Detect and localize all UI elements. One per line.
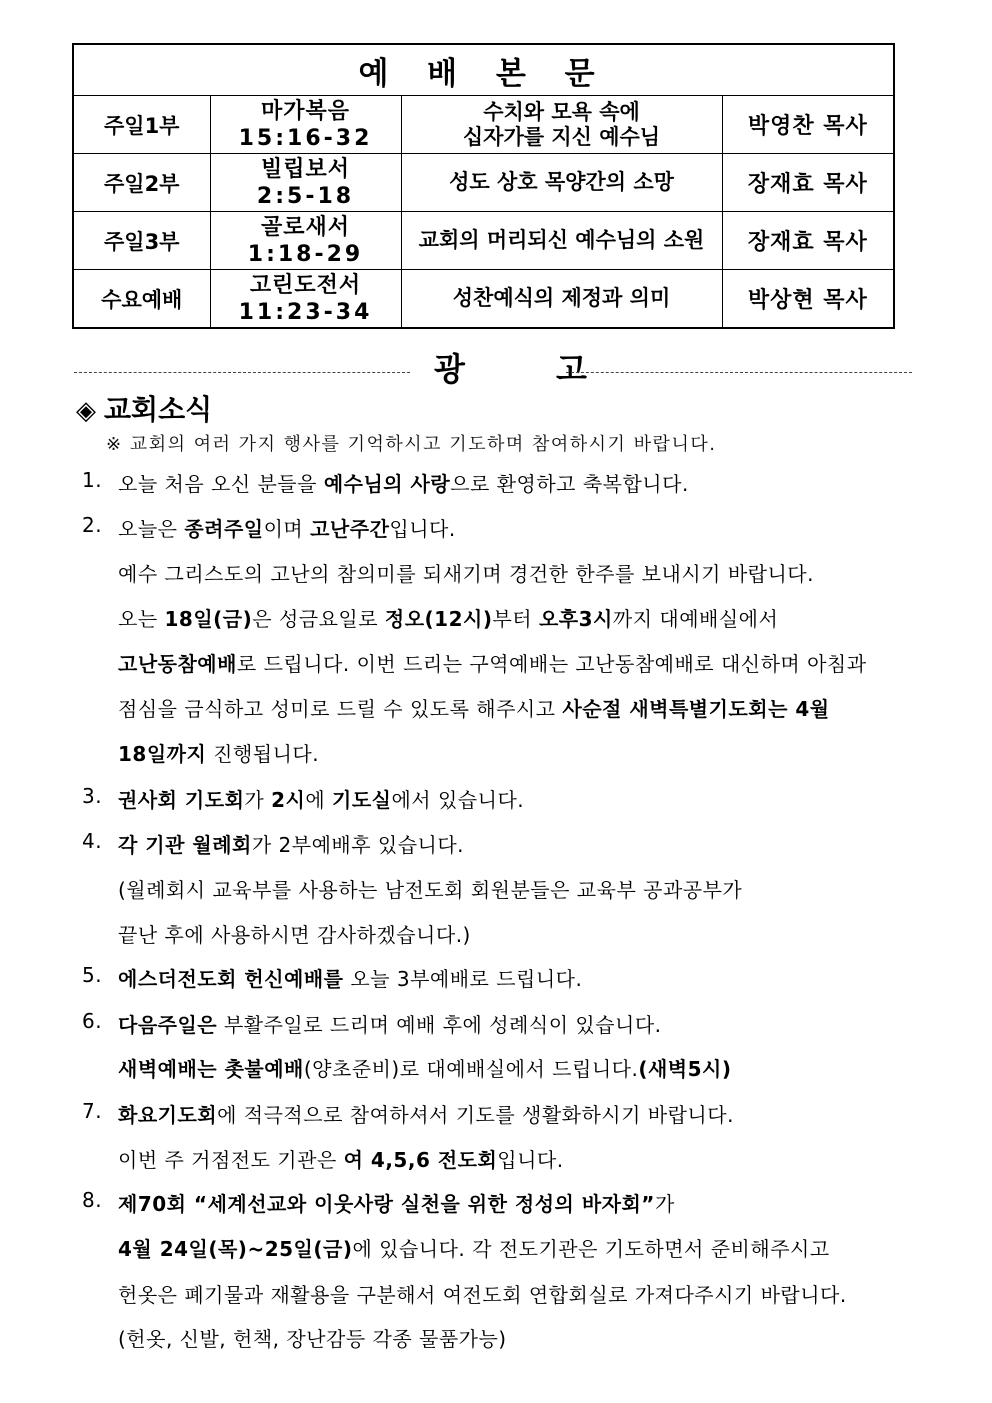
text: 까지 대예배실에서	[612, 607, 779, 631]
scripture-verse: 11:23-34	[238, 299, 373, 325]
announcement-line	[118, 738, 319, 767]
announcement-line: (헌옷, 신발, 헌책, 장난감등 각종 물품가능)	[118, 1327, 507, 1351]
announcement-item	[82, 829, 465, 858]
scripture-book: 빌립보서	[260, 156, 350, 182]
text: 가 2부예배후 있습니다.	[251, 833, 465, 857]
text: 에	[305, 788, 333, 812]
item-number: 5.	[82, 963, 103, 987]
text: 가	[244, 788, 272, 812]
scripture-book: 골로새서	[260, 214, 350, 240]
text: 은 성금요일로	[252, 607, 385, 631]
section-note: ※ 교회의 여러 가지 행사를 기억하시고 기도하며 참여하시기 바랍니다.	[106, 434, 717, 455]
text: 오는	[118, 607, 165, 631]
sermon-title-line: 성찬예식의 제정과 의미	[452, 286, 671, 310]
sermon-title	[401, 270, 722, 329]
announcement-line	[118, 1144, 564, 1173]
scripture-verse: 15:16-32	[238, 125, 373, 151]
text: 부터	[492, 607, 539, 631]
announcement-title: 광 고	[434, 350, 627, 388]
text: (양초준비)로 대예배실에서 드립니다.	[303, 1057, 639, 1081]
text: 오늘은	[118, 517, 185, 541]
announcement-line	[118, 603, 778, 632]
highlight: 여 4,5,6 전도회	[343, 1148, 498, 1172]
highlight: 사순절 새벽특별기도회는 4월	[562, 697, 830, 721]
highlight: 새벽예배는 촛불예배	[118, 1057, 304, 1081]
text: 부활주일로 드리며 예배 후에 성례식이 있습니다.	[217, 1013, 662, 1037]
text: 에 있습니다. 각 전도기관은 기도하면서 준비해주시고	[352, 1237, 830, 1261]
sermon-row	[73, 154, 894, 212]
item-number: 6.	[82, 1009, 103, 1033]
scripture-book: 고린도전서	[249, 272, 362, 298]
service-name: 수요예배	[73, 270, 210, 329]
announcement-item	[82, 784, 525, 813]
scripture-verse: 2:5-18	[256, 183, 355, 209]
highlight: 4월 24일(목)~25일(금)	[118, 1237, 353, 1261]
pastor-name: 장재효 목사	[722, 212, 894, 270]
announcement-line: (월례회시 교육부를 사용하는 남전도회 회원분들은 교육부 공과공부가	[118, 878, 743, 902]
highlight: 다음주일은	[118, 1013, 218, 1037]
service-name: 주일2부	[73, 154, 210, 212]
announcement-header	[72, 342, 914, 388]
text: 점심을 금식하고 성미로 드릴 수 있도록 해주시고	[118, 697, 563, 721]
scripture-reference	[210, 270, 401, 329]
sermon-title-line: 수치와 모욕 속에	[483, 99, 640, 124]
scripture-reference	[210, 154, 401, 212]
highlight: 18일까지	[118, 742, 207, 766]
scripture-verse: 1:18-29	[247, 241, 364, 267]
diamond-icon: ◈	[76, 396, 96, 426]
dashed-divider	[566, 372, 912, 373]
scripture-reference	[210, 96, 401, 154]
text: 오늘 처음 오신 분들을	[118, 472, 324, 496]
announcement-item	[82, 1188, 675, 1217]
announcement-item	[82, 1099, 734, 1128]
announcement-item	[82, 468, 689, 497]
sermon-title-line: 교회의 머리되신 예수님의 소원	[418, 228, 705, 252]
text: 으로 환영하고 축복합니다.	[450, 472, 689, 496]
announcement-line	[118, 693, 830, 722]
scripture-book: 마가복음	[260, 98, 350, 124]
highlight: 에스더전도회 헌신예배를	[118, 967, 344, 991]
sermon-title	[401, 212, 722, 270]
scripture-reference	[210, 212, 401, 270]
sermon-title-line: 성도 상호 목양간의 소망	[449, 170, 674, 194]
sermon-title	[401, 96, 722, 154]
highlight: 화요기도회	[118, 1103, 218, 1127]
highlight: 고난주간	[310, 517, 390, 541]
announcement-line	[118, 1233, 830, 1262]
text: 에서 있습니다.	[391, 788, 525, 812]
highlight: 정오(12시)	[384, 607, 493, 631]
text: 입니다.	[389, 517, 456, 541]
item-number: 1.	[82, 468, 103, 492]
sermon-row	[73, 96, 894, 154]
highlight: 18일(금)	[164, 607, 253, 631]
pastor-name: 박영찬 목사	[722, 96, 894, 154]
announcement-line: 예수 그리스도의 고난의 참의미를 되새기며 경건한 한주를 보내시기 바랍니다.	[118, 562, 814, 586]
sermon-row	[73, 270, 894, 329]
highlight: 각 기관 월례회	[118, 833, 252, 857]
highlight: 권사회 기도회	[118, 788, 245, 812]
text: 이번 주 거점전도 기관은	[118, 1148, 344, 1172]
announcement-item	[82, 513, 456, 542]
sermon-table	[72, 43, 895, 329]
sermon-row	[73, 212, 894, 270]
highlight: 고난동참예배	[118, 652, 237, 676]
text: 에 적극적으로 참여하셔서 기도를 생활화하시기 바랍니다.	[217, 1103, 734, 1127]
dashed-divider	[74, 372, 410, 373]
announcement-line	[118, 648, 867, 677]
highlight: 종려주일	[184, 517, 264, 541]
announcement-line: 헌옷은 폐기물과 재활용을 구분해서 여전도회 연합회실로 가져다주시기 바랍니다.	[118, 1283, 847, 1307]
text: 입니다.	[497, 1148, 564, 1172]
highlight: 예수님의 사랑	[323, 472, 451, 496]
text: 오늘 3부예배로 드립니다.	[343, 967, 583, 991]
announcement-line: 끝난 후에 사용하시면 감사하겠습니다.)	[118, 923, 471, 947]
item-number: 2.	[82, 513, 103, 537]
item-number: 7.	[82, 1099, 103, 1123]
highlight: 오후3시	[538, 607, 613, 631]
sermon-title-line: 십자가를 지신 예수님	[462, 124, 661, 149]
item-number: 3.	[82, 784, 103, 808]
announcement-line	[118, 1053, 732, 1082]
highlight: 기도실	[332, 788, 392, 812]
announcement-item	[82, 963, 583, 992]
item-number: 4.	[82, 829, 103, 853]
text: 진행됩니다.	[206, 742, 320, 766]
highlight: 제70회 “세계선교와 이웃사랑 실천을 위한 정성의 바자회”	[118, 1192, 655, 1216]
section-heading	[76, 388, 212, 428]
sermon-title	[401, 154, 722, 212]
pastor-name: 장재효 목사	[722, 154, 894, 212]
text: 로 드립니다. 이번 드리는 구역예배는 고난동참예배로 대신하며 아침과	[236, 652, 867, 676]
text: 이며	[263, 517, 311, 541]
text: 가	[654, 1192, 675, 1216]
highlight: 2시	[271, 788, 306, 812]
service-name: 주일3부	[73, 212, 210, 270]
pastor-name: 박상현 목사	[722, 270, 894, 329]
highlight: (새벽5시)	[638, 1057, 732, 1081]
section-title: 교회소식	[104, 393, 213, 426]
announcement-item	[82, 1009, 662, 1038]
service-name: 주일1부	[73, 96, 210, 154]
item-number: 8.	[82, 1188, 103, 1212]
sermon-table-title: 예 배 본 문	[73, 44, 894, 96]
